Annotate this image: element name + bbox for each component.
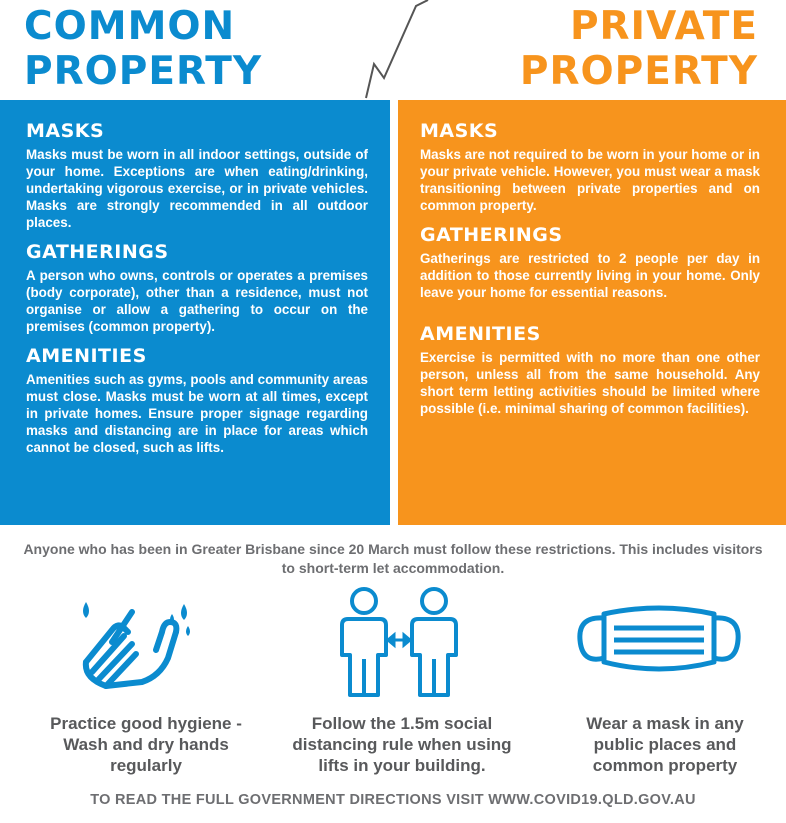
private-property-panel	[398, 100, 786, 525]
common-heading-line1: COMMON	[24, 4, 236, 49]
common-heading-line2: PROPERTY	[24, 49, 263, 94]
common-gatherings-title: GATHERINGS	[26, 241, 169, 263]
restrictions-notice: Anyone who has been in Greater Brisbane since 20 March must follow these restrictions. This includes visitors to short-term let accommodation.	[23, 541, 763, 576]
mask-caption: Wear a mask in any public places and common property	[586, 714, 744, 775]
private-gatherings-title: GATHERINGS	[420, 224, 563, 246]
common-masks-body: Masks must be worn in all indoor settings, outside of your home. Exceptions are when eating/drinking, undertaking vigorous exercise, or in private vehicles. Masks are strongly recommended in all outdoor places.	[26, 147, 368, 230]
hygiene-caption: Practice good hygiene - Wash and dry hands regularly	[50, 714, 242, 775]
private-masks-title: MASKS	[420, 120, 499, 142]
private-heading-line1: PRIVATE	[569, 4, 758, 49]
face-mask-icon	[574, 600, 744, 680]
common-gatherings-body: A person who owns, controls or operates a premises (body corporate), other than a residence, must not organise or allow a gathering to occur on the premises (common property).	[26, 268, 368, 334]
private-masks-body: Masks are not required to be worn in your home or in your private vehicle. However, you must wear a mask transitioning between private properties and on common property.	[420, 147, 760, 213]
private-heading-line2: PROPERTY	[519, 49, 758, 94]
common-amenities-body: Amenities such as gyms, pools and community areas must close. Masks must be worn at all times, except in private homes. Ensure proper signage regarding masks and distancing are in place for areas which cannot be closed, such as lifts.	[26, 372, 368, 455]
private-amenities-title: AMENITIES	[420, 323, 541, 345]
common-property-panel	[0, 100, 390, 525]
distancing-caption: Follow the 1.5m social distancing rule when using lifts in your building.	[292, 714, 512, 775]
social-distancing-icon	[334, 585, 464, 700]
footer-directions-link[interactable]: TO READ THE FULL GOVERNMENT DIRECTIONS VISIT WWW.COVID19.QLD.GOV.AU	[90, 792, 696, 808]
common-masks-title: MASKS	[26, 120, 105, 142]
private-amenities-body: Exercise is permitted with no more than one other person, unless all from the same household. Any short term letting activities should be limited where possible (i.e. minimal sharing of common facilities).	[420, 350, 760, 416]
common-property-heading	[24, 4, 262, 94]
zigzag-divider-icon	[360, 0, 430, 100]
common-amenities-title: AMENITIES	[26, 345, 147, 367]
private-property-heading	[520, 4, 758, 94]
private-gatherings-body: Gatherings are restricted to 2 people per day in addition to those currently living in your home. Only leave your home for essential reasons.	[420, 251, 760, 300]
hand-washing-icon	[72, 592, 197, 692]
